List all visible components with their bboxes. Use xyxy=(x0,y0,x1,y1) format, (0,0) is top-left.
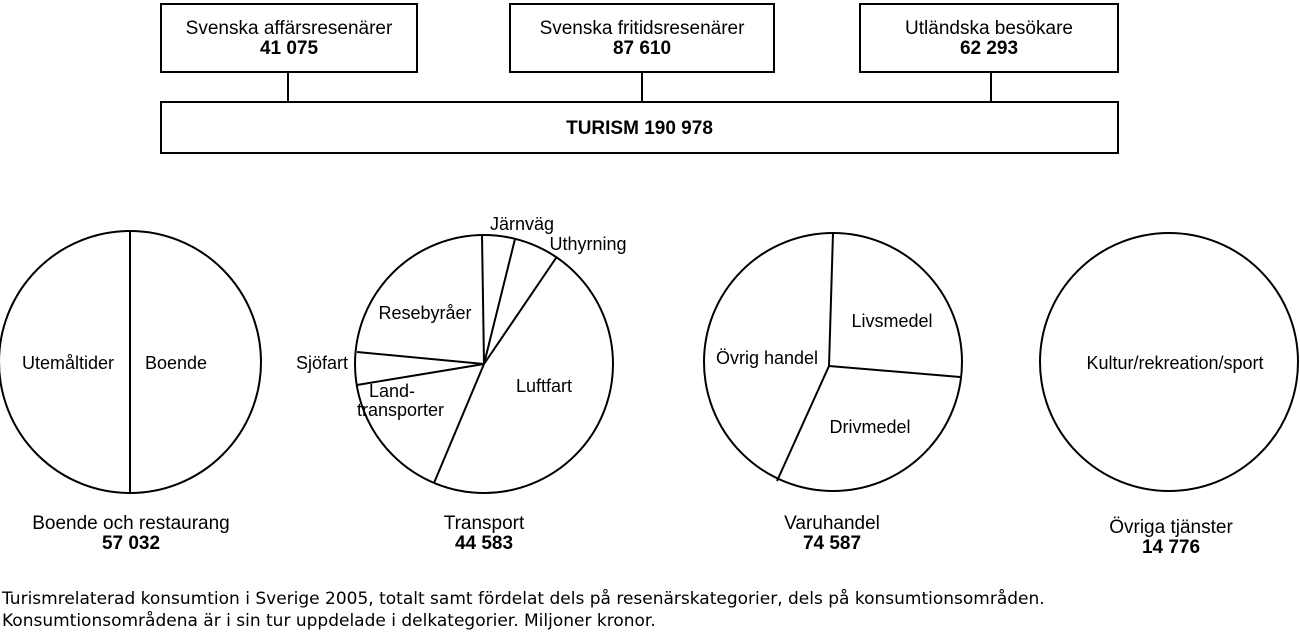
pie-caption-transport xyxy=(384,514,584,554)
segment-label: Kultur/rekreation/sport xyxy=(1086,353,1264,373)
pie-divider xyxy=(434,364,484,483)
pie-divider xyxy=(829,233,833,366)
segment-label: Resebyråer xyxy=(378,303,472,323)
segment-label: Land- xyxy=(369,381,416,401)
segment-label: Uthyrning xyxy=(549,234,627,254)
traveler-value: 41 075 xyxy=(259,38,319,59)
pie-divider xyxy=(484,239,515,364)
traveler-label: Svenska affärsresenärer xyxy=(185,18,393,39)
segment-label: Järnväg xyxy=(489,214,555,234)
segment-label: Övrig handel xyxy=(715,348,819,368)
total-label: TURISM 190 978 xyxy=(566,118,713,139)
pie-caption-label: Övriga tjänster xyxy=(1109,517,1233,538)
segment-label: Sjöfart xyxy=(295,353,349,373)
segment-label: transporter xyxy=(357,400,445,420)
pie-caption-ovriga xyxy=(1071,518,1271,558)
pie-caption-value: 14 776 xyxy=(1141,537,1201,558)
pie-divider xyxy=(482,235,484,364)
segment-label: Drivmedel xyxy=(829,417,911,437)
pie-caption-value: 74 587 xyxy=(802,533,862,554)
pie-caption-label: Transport xyxy=(443,513,525,534)
traveler-value: 87 610 xyxy=(612,38,672,59)
pie-divider xyxy=(484,258,556,364)
pie-divider xyxy=(829,366,960,377)
pie-caption-boende xyxy=(0,514,262,554)
caption-line: Turismrelaterad konsumtion i Sverige 2005, totalt samt fördelat dels på resenärskategorier, dels på konsumtionsområden. xyxy=(2,589,1045,609)
pie-caption-value: 57 032 xyxy=(101,533,161,554)
pie-caption-label: Varuhandel xyxy=(784,513,880,534)
segment-label: Luftfart xyxy=(515,376,573,396)
figure-caption xyxy=(2,588,1045,632)
pie-caption-varuhandel xyxy=(732,514,932,554)
traveler-label: Utländska besökare xyxy=(905,18,1073,39)
pie-divider xyxy=(777,366,829,481)
pie-divider xyxy=(357,352,484,364)
segment-label: Boende xyxy=(144,353,208,373)
pie-caption-value: 44 583 xyxy=(454,533,514,554)
traveler-value: 62 293 xyxy=(959,38,1019,59)
traveler-label: Svenska fritidsresenärer xyxy=(539,18,745,39)
segment-label: Utemåltider xyxy=(21,353,115,373)
segment-label: Livsmedel xyxy=(851,311,933,331)
caption-line: Konsumtionsområdena är i sin tur uppdelade i delkategorier. Miljoner kronor. xyxy=(2,611,656,631)
pie-caption-label: Boende och restaurang xyxy=(32,513,230,534)
